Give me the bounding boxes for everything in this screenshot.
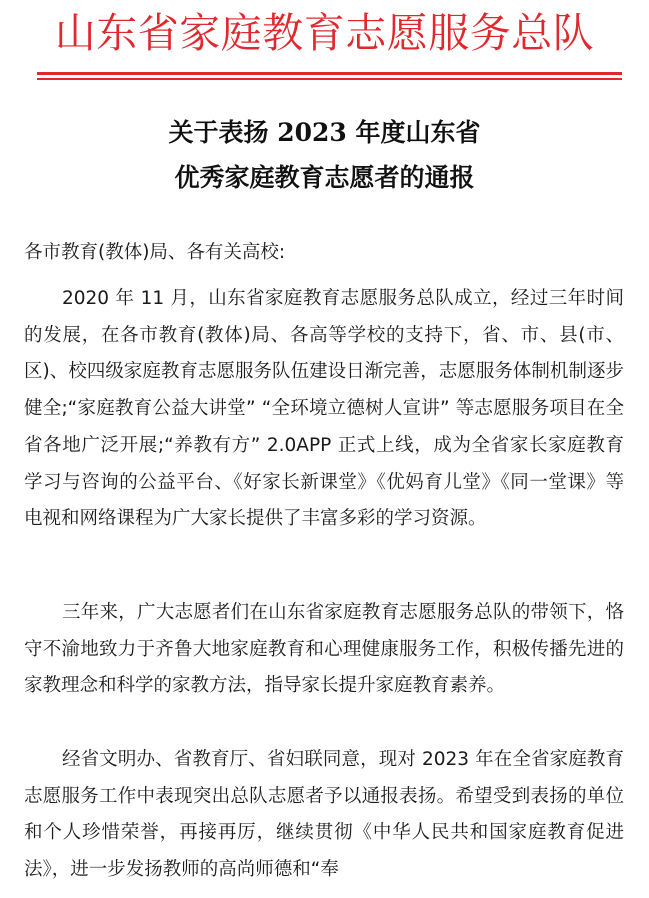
salutation: 各市教育(教体)局、各有关高校: (24, 242, 286, 263)
letterhead-red-rule-thick (37, 72, 622, 75)
paragraph-3: 经省文明办、省教育厅、省妇联同意，现对 2023 年在全省家庭教育志愿服务工作中表现突出总队志愿者予以通报表扬。希望受到表扬的单位和个人珍惜荣誉，再接再厉，继续贯彻《中华人民共和国家庭教育促进法》，进一步发扬教师的高尚师德和“奉 (24, 749, 624, 881)
notice-title-line-1: 关于表扬 2023 年度山东省 (168, 118, 481, 147)
paragraph-2: 三年来，广大志愿者们在山东省家庭教育志愿服务总队的带领下，恪守不渝地致力于齐鲁大地家庭教育和心理健康服务工作，积极传播先进的家教理念和科学的家教方法，指导家长提升家庭教育素养。 (24, 602, 624, 697)
notice-title-line-2: 优秀家庭教育志愿者的通报 (174, 163, 475, 192)
paragraph-1: 2020 年 11 月，山东省家庭教育志愿服务总队成立，经过三年时间的发展，在各市教育(教体)局、各高等学校的支持下，省、市、县(市、区)、校四级家庭教育志愿服务队伍建设日渐完善，志愿服务体制机制逐步健全;“家庭教育公益大讲堂” “全环境立德树人宣讲” 等志愿服务项目在全省各地广泛开展;“养教有方” 2.0APP 正式上线，成为全省家长家庭教育学习与咨询的公益平台、《好家长新课堂》《优妈育儿堂》《同一堂课》等电视和网络课程为广大家长提供了丰富多彩的学习资源。 (24, 288, 624, 530)
letterhead-red-rule-thin (37, 78, 622, 80)
letterhead-organization-name: 山东省家庭教育志愿服务总队 (54, 9, 595, 57)
